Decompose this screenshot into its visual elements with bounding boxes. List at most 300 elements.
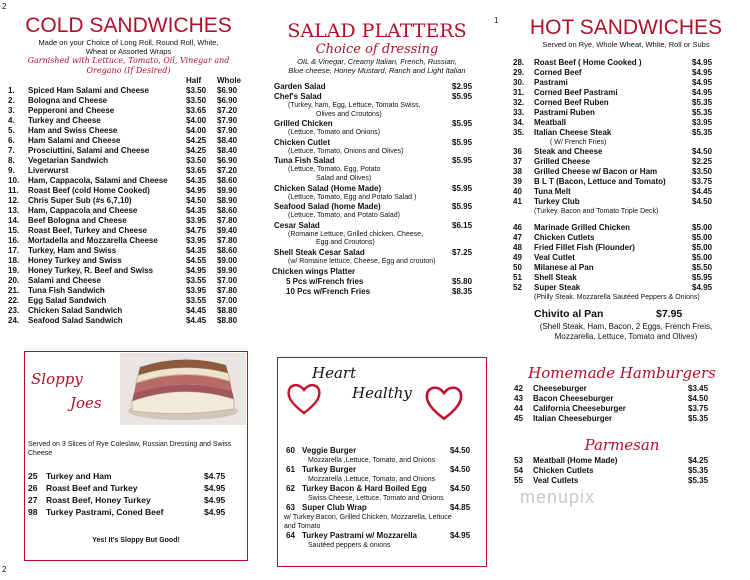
item-half-price: $3.55	[186, 276, 207, 285]
item-half-price: $3.55	[186, 296, 207, 305]
item-number: 18.	[8, 256, 20, 265]
item-half-price: $3.65	[186, 106, 207, 115]
item-price: $8.35	[452, 286, 473, 296]
cold-sandwiches-title: COLD SANDWICHES	[25, 14, 232, 37]
hot-desc: Served on Rye, Whole Wheat, White, Roll or Subs	[542, 40, 710, 49]
cold-garnish-1: Garnished with Lettuce, Tomato, Oil, Vinegar and	[27, 56, 230, 65]
cold-item-row	[6, 196, 251, 206]
cold-item-row	[6, 116, 251, 126]
hot-item-row	[506, 167, 746, 177]
item-description: (Lettuce, Tomato, Onions and Olives)	[288, 147, 404, 155]
item-half-price: $3.50	[186, 96, 207, 105]
hot-items-list	[506, 58, 746, 302]
item-name: Turkey Pastrami, Coned Beef	[46, 507, 164, 517]
item-name: Chef's Salad	[274, 92, 322, 101]
item-whole-price: $7.80	[217, 236, 238, 245]
item-number: 13.	[8, 206, 20, 215]
hot-item-row	[506, 223, 746, 233]
item-name: Mortadella and Mozzarella Cheese	[28, 236, 158, 245]
item-name: Grilled Chicken	[274, 119, 333, 129]
item-name: Veal Cutlet	[534, 253, 575, 262]
item-name: Super Steak	[534, 283, 581, 292]
item-number: 6.	[8, 136, 15, 145]
item-name: Meatball (Home Made)	[533, 456, 618, 465]
wings-title: Chicken wings Platter	[272, 266, 356, 276]
sloppy-item-row	[28, 470, 233, 482]
item-name: Italian Cheeseburger	[533, 414, 613, 423]
item-number: 3.	[8, 106, 15, 115]
item-number: 47	[513, 233, 522, 242]
item-price: $3.75	[688, 404, 709, 413]
item-price: $4.50	[692, 197, 713, 206]
item-description: (Lettuce, Tomato, Egg and Potato Salad )	[288, 193, 417, 201]
item-half-price: $3.95	[186, 216, 207, 225]
item-whole-price: $7.00	[217, 296, 238, 305]
salad-items-list	[272, 82, 482, 267]
salad-platters-section	[272, 20, 482, 297]
item-half-price: $4.00	[186, 116, 207, 125]
item-price: $5.35	[692, 108, 713, 117]
item-price: $4.50	[450, 465, 471, 474]
item-number: 51	[513, 273, 522, 282]
item-price: $4.95	[692, 68, 713, 77]
item-name: 5 Pcs w/French fries	[286, 276, 364, 286]
parmesan-item-row	[496, 476, 748, 486]
item-price: $4.25	[688, 456, 709, 465]
item-name: Pepperoni and Cheese	[28, 106, 115, 115]
item-name: Turkey, Ham and Swiss	[28, 246, 117, 255]
item-number: 37	[513, 157, 522, 166]
item-price: $5.00	[692, 233, 713, 242]
item-half-price: $4.55	[186, 256, 207, 265]
item-whole-price: $9.90	[217, 186, 238, 195]
item-name: Roast Beef (cold Home Cooked)	[28, 186, 150, 195]
item-number: 54	[514, 466, 523, 475]
item-number: 48	[513, 243, 522, 252]
cold-item-row	[6, 166, 251, 176]
item-number: 26	[28, 483, 38, 493]
item-number: 31.	[513, 88, 525, 97]
item-half-price: $3.65	[186, 166, 207, 175]
item-number: 44	[514, 404, 523, 413]
page-number-mid: 1	[494, 16, 499, 25]
item-price: $5.00	[692, 243, 713, 252]
cold-desc-2: Wheat or Assorted Wraps	[85, 47, 172, 56]
sloppy-footer: Yes! It's Sloppy But Good!	[92, 537, 180, 544]
salad-item-row	[272, 119, 482, 129]
burgers-item-row	[496, 394, 748, 404]
item-number: 46	[513, 223, 522, 232]
cold-column-headers	[6, 76, 251, 86]
item-whole-price: $7.20	[217, 166, 238, 175]
item-name: Shell Steak Cesar Salad	[274, 247, 365, 257]
item-number: 43	[514, 394, 523, 403]
sloppy-item-row	[28, 506, 233, 518]
item-price: $4.95	[692, 58, 713, 67]
salad-subtitle: Choice of dressing	[315, 42, 439, 57]
item-name: Corned Beef Pastrami	[534, 88, 618, 97]
item-description: w/ Turkey Bacon, Grilled Chicken, Mozzarella, Lettuce	[284, 514, 452, 521]
item-price: $5.95	[452, 156, 473, 166]
item-name: Seafood Salad Sandwich	[28, 316, 123, 325]
item-half-price: $4.00	[186, 126, 207, 135]
item-price: $3.75	[692, 177, 713, 186]
item-half-price: $4.75	[186, 226, 207, 235]
item-name: Chris Super Sub (#s 6,7,10)	[28, 196, 132, 205]
item-number: 12.	[8, 196, 20, 205]
item-price: $5.00	[692, 223, 713, 232]
hamburgers-title: Homemade Hamburgers	[528, 364, 716, 382]
item-price: $4.95	[692, 88, 713, 97]
item-name: Grilled Cheese w/ Bacon or Ham	[534, 167, 658, 176]
cold-item-row	[6, 216, 251, 226]
item-price: $4.95	[204, 495, 226, 505]
item-description: Sautéed peppers & onions	[308, 542, 391, 549]
hot-item-row	[506, 273, 746, 283]
hamburgers-list	[496, 384, 748, 424]
item-name: Turkey Club	[534, 197, 580, 206]
item-number: 45	[514, 414, 523, 423]
item-name: Vegetarian Sandwich	[28, 156, 109, 165]
cold-header-whole: Whole	[217, 76, 241, 85]
hot-item-row	[506, 147, 746, 157]
item-price: $4.50	[450, 446, 471, 455]
item-description: (Lettuce, Tomato, Egg, Potato	[288, 166, 381, 174]
cold-item-row	[6, 226, 251, 236]
item-number: 62	[286, 484, 295, 493]
salad-item-row	[272, 202, 482, 212]
item-whole-price: $7.90	[217, 116, 238, 125]
item-price: $5.95	[452, 183, 473, 193]
item-number: 39	[513, 177, 522, 186]
item-half-price: $4.45	[186, 316, 207, 325]
item-name: Pastrami	[534, 78, 568, 87]
item-price: $3.95	[692, 118, 713, 127]
item-number: 63	[286, 503, 295, 512]
item-number: 27	[28, 495, 38, 505]
item-price: $5.35	[688, 414, 709, 423]
hot-sandwiches-section	[506, 16, 746, 342]
item-name: Turkey and Ham	[46, 471, 112, 481]
hot-item-row	[506, 118, 746, 128]
item-name: Ham and Swiss Cheese	[28, 126, 118, 135]
item-name: Turkey Burger	[302, 465, 357, 474]
sloppy-joes-panel	[24, 351, 248, 561]
item-price: $2.25	[692, 157, 713, 166]
parmesan-list	[496, 456, 748, 486]
item-name: Tuna Fish Sandwich	[28, 286, 105, 295]
item-price: $4.50	[688, 394, 709, 403]
cold-header-half: Half	[186, 76, 202, 85]
item-description: (Lettuce, Tomato, and Potato Salad)	[288, 212, 400, 220]
item-name: Chicken Cutlets	[533, 466, 594, 475]
item-number: 52	[513, 283, 522, 292]
item-half-price: $4.35	[186, 206, 207, 215]
page-number-top: 2	[2, 2, 7, 11]
hot-item-row	[506, 253, 746, 263]
item-whole-price: $9.00	[217, 256, 238, 265]
hot-item-row	[506, 68, 746, 78]
item-whole-price: $8.40	[217, 146, 238, 155]
item-whole-price: $7.80	[217, 286, 238, 295]
cold-item-row	[6, 296, 251, 306]
cold-item-row	[6, 126, 251, 136]
sloppy-item-row	[28, 482, 233, 494]
chivito-desc-1: (Shell Steak, Ham, Bacon, 2 Eggs, French Freis,	[539, 322, 713, 331]
item-name: Chicken Salad (Home Made)	[274, 183, 382, 193]
item-whole-price: $8.60	[217, 246, 238, 255]
healthy-title-1: Heart	[312, 364, 357, 382]
item-name: Ham Salami and Cheese	[28, 136, 121, 145]
cold-item-row	[6, 286, 251, 296]
hot-item-row	[506, 177, 746, 187]
item-name: Cesar Salad	[274, 220, 320, 230]
page-number-bottom: 2	[2, 565, 7, 574]
item-name: Bacon Cheeseburger	[533, 394, 614, 403]
cold-item-row	[6, 96, 251, 106]
item-description: Olives and Croutons)	[316, 110, 382, 118]
item-description: Egg and Croutons)	[316, 239, 375, 247]
item-half-price: $3.95	[186, 286, 207, 295]
parmesan-item-row	[496, 466, 748, 476]
item-name: Spiced Ham Salami and Cheese	[28, 86, 149, 95]
item-note: (Philly Steak. Mozzarella Sautéed Peppers & Onions)	[534, 294, 700, 301]
item-number: 28.	[513, 58, 525, 67]
item-half-price: $3.50	[186, 156, 207, 165]
item-whole-price: $7.20	[217, 106, 238, 115]
item-number: 11.	[8, 186, 19, 195]
heart-right-icon	[424, 382, 464, 422]
sloppy-title-2: Joes	[70, 394, 102, 412]
item-name: Veggie Burger	[302, 446, 357, 455]
item-number: 53	[514, 456, 523, 465]
item-name: Salami and Cheese	[28, 276, 101, 285]
item-description: (Turkey, ham, Egg, Lettuce, Tomato Swiss,	[288, 102, 421, 109]
item-name: B L T (Bacon, Lettuce and Tomato)	[534, 177, 666, 186]
item-whole-price: $7.00	[217, 276, 238, 285]
item-name: Meatball	[534, 118, 567, 127]
item-name: Corned Beef Ruben	[534, 98, 609, 107]
sandwich-photo	[120, 353, 246, 425]
item-name: Steak and Cheese	[534, 147, 603, 156]
item-number: 41	[513, 197, 522, 206]
salad-item-row	[272, 92, 482, 102]
cold-item-row	[6, 146, 251, 156]
parmesan-item-row	[496, 456, 748, 466]
item-number: 61	[286, 465, 295, 474]
item-whole-price: $8.40	[217, 136, 238, 145]
item-name: Tuna Melt	[534, 187, 571, 196]
item-number: 64	[286, 531, 295, 540]
item-price: $5.80	[452, 276, 473, 286]
item-note: ( W/ French Fries)	[550, 139, 607, 146]
chivito-name: Chivito al Pan	[534, 308, 604, 320]
item-price: $7.25	[452, 247, 473, 257]
healthy-title-2: Healthy	[352, 384, 412, 402]
item-price: $5.95	[452, 137, 473, 147]
item-name: Chicken Salad Sandwich	[28, 306, 123, 315]
item-number: 19.	[8, 266, 20, 275]
item-price: $3.45	[688, 384, 709, 393]
item-number: 60	[286, 446, 295, 455]
item-description: (Romaine Lettuce, Grilled chicken, Cheese,	[288, 230, 424, 238]
healthy-item-row	[284, 484, 480, 494]
item-half-price: $4.50	[186, 196, 207, 205]
salad-platters-title: SALAD PLATTERS	[287, 20, 467, 42]
item-name: Fried Fillet Fish (Flounder)	[534, 243, 635, 252]
salad-item-row	[272, 82, 482, 92]
item-name: Milanese al Pan	[534, 263, 594, 272]
hot-item-row	[506, 88, 746, 98]
hot-item-row	[506, 263, 746, 273]
cold-item-row	[6, 86, 251, 96]
item-number: 29.	[513, 68, 525, 77]
item-whole-price: $7.80	[217, 216, 238, 225]
hot-item-row	[506, 157, 746, 167]
sloppy-title-1: Sloppy	[31, 370, 83, 388]
item-name: Ham, Cappacola and Cheese	[28, 206, 138, 215]
item-half-price: $4.25	[186, 136, 207, 145]
cold-item-row	[6, 156, 251, 166]
item-half-price: $4.95	[186, 266, 207, 275]
item-price: $4.95	[692, 78, 713, 87]
item-description: (Lettuce, Tomato and Onions)	[288, 129, 381, 137]
item-price: $4.95	[204, 507, 226, 517]
item-name: Ham, Cappacola, Salami and Cheese	[28, 176, 168, 185]
item-number: 40	[513, 187, 522, 196]
item-name: Roast Beef, Honey Turkey	[46, 495, 151, 505]
salad-item-row	[272, 138, 482, 148]
item-number: 21.	[8, 286, 20, 295]
item-half-price: $3.50	[186, 86, 207, 95]
cold-item-row	[6, 136, 251, 146]
item-price: $5.95	[452, 202, 473, 212]
cold-items-list	[6, 86, 251, 326]
item-description: Swiss Cheese, Lettuce, Tomato and Onions	[308, 495, 444, 502]
item-price: $5.95	[452, 119, 473, 129]
item-name: Chicken Cutlets	[534, 233, 595, 242]
item-name: Turkey Pastrami w/ Mozzarella	[302, 531, 418, 540]
item-half-price: $4.35	[186, 176, 207, 185]
item-name: Marinade Grilled Chicken	[534, 223, 631, 232]
item-price: $5.35	[688, 466, 709, 475]
item-whole-price: $7.90	[217, 126, 238, 135]
item-number: 32.	[513, 98, 525, 107]
item-number: 7.	[8, 146, 15, 155]
item-number: 34.	[513, 118, 525, 127]
item-name: Beef Bologna and Cheese	[28, 216, 127, 225]
salad-item-row	[272, 156, 482, 166]
item-number: 10.	[8, 176, 20, 185]
item-price: $4.75	[204, 471, 226, 481]
sloppy-item-row	[28, 494, 233, 506]
item-name: Shell Steak	[534, 273, 577, 282]
item-whole-price: $6.90	[217, 96, 238, 105]
item-price: $5.95	[692, 273, 713, 282]
cold-item-row	[6, 256, 251, 266]
item-price: $4.45	[692, 187, 713, 196]
item-price: $4.50	[692, 147, 713, 156]
item-number: 55	[514, 476, 523, 485]
cold-item-row	[6, 176, 251, 186]
item-number: 20.	[8, 276, 20, 285]
item-number: 16.	[8, 236, 20, 245]
item-number: 38	[513, 167, 522, 176]
item-price: $4.50	[450, 484, 471, 493]
item-description: Mozzarella ,Lettuce, Tomato, and Onions	[308, 457, 436, 464]
item-name: Chicken Cutlet	[274, 137, 331, 147]
item-number: 30.	[513, 78, 525, 87]
hamburgers-section	[496, 364, 748, 424]
item-name: Cheeseburger	[533, 384, 587, 393]
item-price: $4.95	[692, 283, 713, 292]
salad-desc-1: OIL & Vinegar, Creamy Italian, French, Russian,	[297, 57, 457, 66]
item-half-price: $3.95	[186, 236, 207, 245]
cold-item-row	[6, 276, 251, 286]
item-name: Turkey and Cheese	[28, 116, 101, 125]
item-name: Liverwurst	[28, 166, 69, 175]
hot-item-row	[506, 108, 746, 118]
item-price: $5.95	[452, 92, 473, 101]
item-price: $5.35	[688, 476, 709, 485]
item-description: (w/ Romaine lettuce, Cheese, Egg and crouton)	[288, 257, 436, 265]
cold-item-row	[6, 206, 251, 216]
hot-item-row	[506, 128, 746, 138]
parmesan-section	[496, 436, 748, 486]
item-description: Salad and Olives)	[316, 174, 372, 182]
item-whole-price: $9.90	[217, 266, 238, 275]
item-name: Veal Cutlets	[533, 476, 579, 485]
item-number: 15.	[8, 226, 20, 235]
item-number: 4.	[8, 116, 15, 125]
item-description: and Tomato	[284, 523, 321, 530]
item-price: $3.50	[692, 167, 713, 176]
item-name: California Cheeseburger	[533, 404, 626, 413]
chivito-row	[506, 307, 746, 322]
cold-item-row	[6, 186, 251, 196]
item-whole-price: $6.90	[217, 86, 238, 95]
burgers-item-row	[496, 404, 748, 414]
wings-item-row	[272, 287, 482, 297]
salad-item-row	[272, 184, 482, 194]
item-price: $4.95	[204, 483, 226, 493]
item-price: $4.95	[450, 531, 471, 540]
item-number: 33.	[513, 108, 525, 117]
item-whole-price: $8.90	[217, 196, 238, 205]
cold-item-row	[6, 246, 251, 256]
item-number: 36	[513, 147, 522, 156]
hot-item-row	[506, 243, 746, 253]
cold-item-row	[6, 266, 251, 276]
item-description: Mozzarella ,Lettuce, Tomato, and Onions	[308, 476, 436, 483]
item-name: Turkey Bacon & Hard Boiled Egg	[302, 484, 427, 493]
item-name: Pastrami Ruben	[534, 108, 595, 117]
item-name: Bologna and Cheese	[28, 96, 108, 105]
healthy-item-row	[284, 531, 480, 541]
item-whole-price: $6.90	[217, 156, 238, 165]
sloppy-items-list	[28, 470, 233, 518]
item-name: Egg Salad Sandwich	[28, 296, 107, 305]
item-half-price: $4.25	[186, 146, 207, 155]
item-name: Seafood Salad (home Made)	[274, 202, 381, 212]
parmesan-title: Parmesan	[584, 436, 660, 454]
item-whole-price: $8.80	[217, 316, 238, 325]
item-price: $6.15	[452, 220, 473, 230]
chivito-desc-2: Mozzarella, Lettuce, Tomato and Olives)	[554, 332, 698, 341]
item-price: $2.95	[452, 82, 473, 91]
cold-garnish-2: Oregano (If Desired)	[86, 66, 171, 75]
item-price: $5.35	[692, 98, 713, 107]
